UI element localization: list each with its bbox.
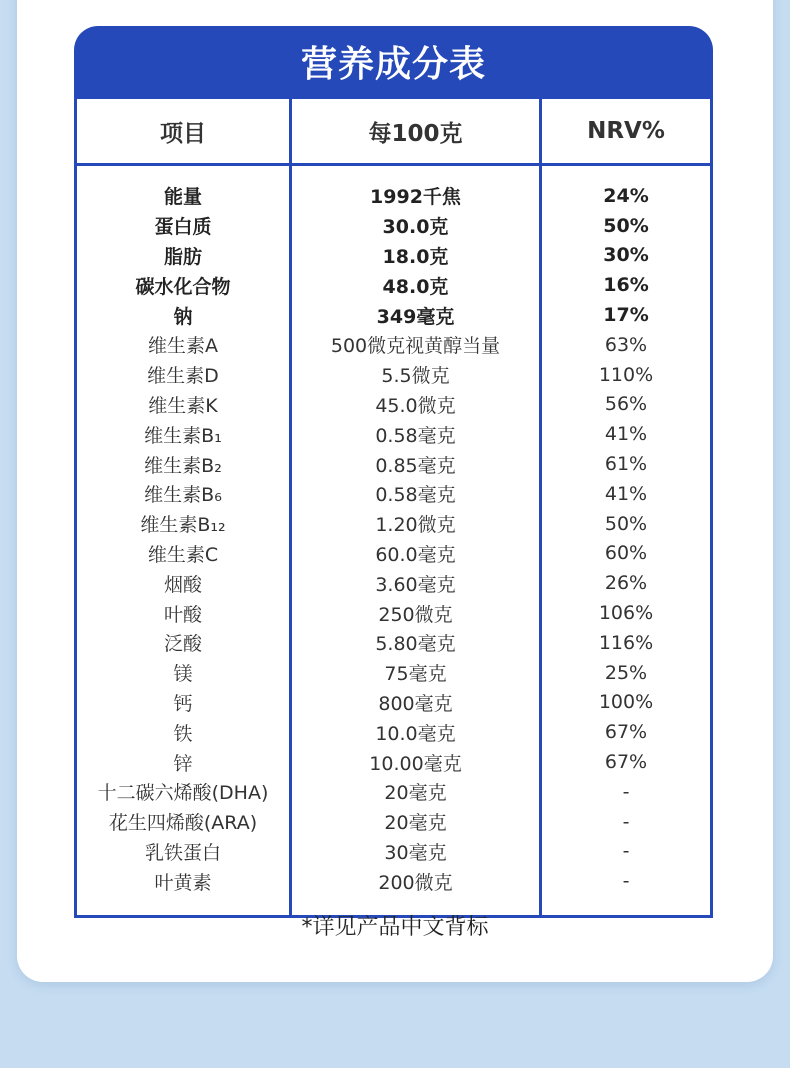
nutrient-name: 碳水化合物 <box>135 275 231 298</box>
nrv-value: 50% <box>603 214 649 237</box>
per-100g-value: 0.85毫克 <box>375 454 456 477</box>
nrv-value: - <box>622 780 630 803</box>
nrv-value: 17% <box>603 304 649 327</box>
nutrient-name: 能量 <box>163 186 202 209</box>
nutrient-name: 叶酸 <box>163 603 202 626</box>
nrv-value: 50% <box>604 512 648 535</box>
per-100g-value: 1992千焦 <box>370 186 461 209</box>
nutrient-name: 维生素D <box>147 365 219 388</box>
table-row <box>77 509 710 539</box>
table-row <box>77 717 710 747</box>
nrv-value: 106% <box>598 602 654 625</box>
table-row <box>77 270 710 300</box>
nutrient-name: 烟酸 <box>163 573 202 596</box>
nrv-value: 26% <box>604 572 648 595</box>
nrv-value: 41% <box>604 482 648 505</box>
nutrient-name: 蛋白质 <box>154 216 212 239</box>
table-row <box>77 866 710 896</box>
per-100g-value: 500微克视黄醇当量 <box>330 335 501 358</box>
footnote: *详见产品中文背标 <box>301 915 489 940</box>
nrv-value: 30% <box>603 244 649 267</box>
per-100g-value: 45.0微克 <box>375 394 456 417</box>
nutrient-name: 维生素B₁₂ <box>140 514 226 537</box>
per-100g-value: 60.0毫克 <box>375 543 456 566</box>
nutrient-name: 叶黄素 <box>154 871 212 894</box>
nutrient-name: 维生素A <box>148 335 218 358</box>
table-grid <box>74 96 713 918</box>
table-row <box>77 837 710 867</box>
nutrient-name: 锌 <box>173 752 193 775</box>
per-100g-value: 48.0克 <box>382 275 449 298</box>
header-per-100g: 每100克 <box>368 120 463 147</box>
nutrient-name: 维生素B₆ <box>144 484 222 507</box>
nutrient-name: 脂肪 <box>163 245 202 268</box>
per-100g-value: 3.60毫克 <box>375 573 456 596</box>
table-body <box>77 181 710 896</box>
nutrient-name: 钠 <box>173 305 193 328</box>
table-row <box>77 777 710 807</box>
per-100g-value: 5.80毫克 <box>375 633 456 656</box>
nutrient-name: 镁 <box>173 663 193 686</box>
table-row <box>77 539 710 569</box>
nrv-value: 116% <box>598 631 654 654</box>
table-row <box>77 628 710 658</box>
per-100g-value: 10.00毫克 <box>369 752 462 775</box>
per-100g-value: 30.0克 <box>382 216 449 239</box>
nutrient-name: 十二碳六烯酸(DHA) <box>97 782 269 805</box>
table-row <box>77 747 710 777</box>
per-100g-value: 200微克 <box>378 871 453 894</box>
nrv-value: 100% <box>598 691 654 714</box>
table-row <box>77 598 710 628</box>
per-100g-value: 0.58毫克 <box>375 484 456 507</box>
nrv-value: - <box>622 810 630 833</box>
nrv-value: 16% <box>603 274 649 297</box>
table-row <box>77 568 710 598</box>
table-row <box>77 330 710 360</box>
table-row <box>77 300 710 330</box>
nutrient-name: 维生素K <box>148 394 218 417</box>
header-divider <box>77 163 710 166</box>
per-100g-value: 30毫克 <box>384 841 447 864</box>
table-row <box>77 419 710 449</box>
nutrient-name: 维生素B₁ <box>144 424 222 447</box>
table-row <box>77 241 710 271</box>
nrv-value: 110% <box>598 363 654 386</box>
nrv-value: 24% <box>603 184 649 207</box>
nrv-value: 25% <box>604 661 648 684</box>
per-100g-value: 800毫克 <box>378 692 453 715</box>
nutrient-name: 乳铁蛋白 <box>144 841 221 864</box>
table-row <box>77 807 710 837</box>
per-100g-value: 75毫克 <box>384 663 447 686</box>
per-100g-value: 349毫克 <box>376 305 455 328</box>
nrv-value: - <box>622 840 630 863</box>
nutrient-name: 泛酸 <box>163 633 202 656</box>
per-100g-value: 20毫克 <box>384 812 447 835</box>
nrv-value: 67% <box>604 751 648 774</box>
per-100g-value: 18.0克 <box>382 245 449 268</box>
nutrient-name: 花生四烯酸(ARA) <box>108 812 258 835</box>
table-row <box>77 688 710 718</box>
table-row <box>77 479 710 509</box>
per-100g-value: 1.20微克 <box>375 514 456 537</box>
nutrient-name: 钙 <box>173 692 193 715</box>
per-100g-value: 0.58毫克 <box>375 424 456 447</box>
per-100g-value: 250微克 <box>378 603 453 626</box>
table-title: 营养成分表 <box>74 26 713 96</box>
table-row <box>77 211 710 241</box>
table-row <box>77 449 710 479</box>
header-item: 项目 <box>160 120 206 147</box>
nrv-value: 63% <box>604 333 648 356</box>
header-nrv: NRV% <box>587 118 665 144</box>
nrv-value: 56% <box>604 393 648 416</box>
per-100g-value: 20毫克 <box>384 782 447 805</box>
nutrient-name: 铁 <box>173 722 193 745</box>
nrv-value: - <box>622 870 630 893</box>
nutrient-name: 维生素C <box>147 543 219 566</box>
per-100g-value: 10.0毫克 <box>375 722 456 745</box>
nrv-value: 41% <box>604 423 648 446</box>
table-row <box>77 181 710 211</box>
per-100g-value: 5.5微克 <box>381 365 450 388</box>
nutrient-name: 维生素B₂ <box>144 454 222 477</box>
table-row <box>77 390 710 420</box>
nrv-value: 60% <box>604 542 648 565</box>
nrv-value: 67% <box>604 721 648 744</box>
nutrition-table <box>74 26 713 918</box>
nrv-value: 61% <box>604 453 648 476</box>
table-row <box>77 658 710 688</box>
table-row <box>77 360 710 390</box>
